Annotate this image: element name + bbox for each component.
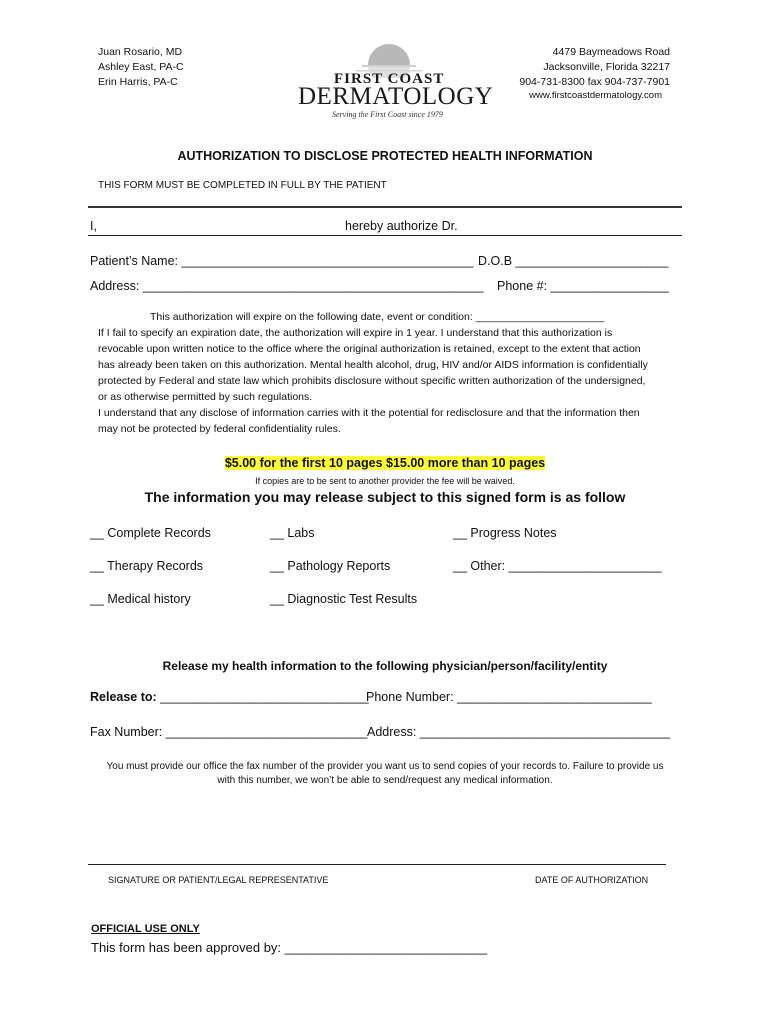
release-heading: The information you may release subject to this signed form is as follow [144,489,626,505]
paragraph-line: has already been taken on this authorization. Mental health alcohol, drug, HIV and/or AIDS information is confidentially [98,359,648,371]
provider-name: Ashley East, PA-C [98,61,184,73]
address-line: Jacksonville, Florida 32217 [543,61,670,73]
approved-by-field[interactable]: This form has been approved by: ____________________________ [91,940,488,955]
website-link: www.firstcoastdermatology.com [529,90,662,101]
patient-phone-field[interactable]: Phone #: _________________ [497,279,669,293]
logo-tagline: Serving the First Coast since 1979 [332,110,443,119]
option-labs[interactable]: __ Labs [270,526,315,540]
option-progress-notes[interactable]: __ Progress Notes [453,526,557,540]
authorization-field[interactable] [88,235,682,236]
fee-note: If copies are to be sent to another provider the fee will be waived. [255,476,515,486]
form-title: AUTHORIZATION TO DISCLOSE PROTECTED HEALTH INFORMATION [177,149,593,163]
fee-highlight: $5.00 for the first 10 pages $15.00 more than 10 pages [224,456,546,470]
date-label: DATE OF AUTHORIZATION [535,875,649,885]
fee-line [0,456,770,470]
release-to-label: Release to: [90,690,157,704]
recipient-phone-field[interactable]: Phone Number: ____________________________ [366,690,652,704]
practice-logo [296,38,494,124]
logo-line2: DERMATOLOGY [298,83,494,110]
option-diagnostic-test-results[interactable]: __ Diagnostic Test Results [270,592,418,606]
signature-label: SIGNATURE OR PATIENT/LEGAL REPRESENTATIVE [108,875,329,885]
paragraph-line: revocable upon written notice to the office where the original authorization is retained, except to the extent that action [98,343,641,355]
release-to-field[interactable] [90,690,369,704]
dob-field[interactable]: D.O.B ______________________ [478,254,669,268]
paragraph-line: protected by Federal and state law which prohibits disclosure without specific written authorization of the undersigned, [98,375,646,387]
fax-note-line: with this number, we won’t be able to send/request any medical information. [217,775,553,786]
option-medical-history[interactable]: __ Medical history [90,592,191,606]
option-complete-records[interactable]: __ Complete Records [90,526,211,540]
divider [88,206,682,208]
option-pathology-reports[interactable]: __ Pathology Reports [270,559,391,573]
provider-name: Juan Rosario, MD [98,46,183,58]
paragraph-line: I understand that any disclose of information carries with it the potential for redisclosure and that the information then [98,407,640,419]
paragraph-line: If I fail to specify an expiration date, the authorization will expire in 1 year. I understand that this authorization is [98,327,613,339]
recipient-address-field[interactable]: Address: ____________________________________ [367,725,671,739]
form-subtitle: THIS FORM MUST BE COMPLETED IN FULL BY THE PATIENT [98,180,387,191]
recipient-heading: Release my health information to the following physician/person/facility/entity [162,659,608,673]
option-other[interactable]: __ Other: ______________________ [453,559,662,573]
authorize-label: hereby authorize Dr. [345,219,458,233]
recipient-fax-field[interactable]: Fax Number: _____________________________ [90,725,368,739]
option-therapy-records[interactable]: __ Therapy Records [90,559,204,573]
phone-fax-line: 904-731-8300 fax 904-737-7901 [519,76,670,88]
expiration-line: This authorization will expire on the following date, event or condition: ______________________ [150,311,605,323]
fax-note-line: You must provide our office the fax number of the provider you want us to send copies of your records to. Failure to provide us [106,761,664,772]
release-to-blank: ______________________________ [156,690,369,704]
logo-line1: FIRST COAST [334,71,445,87]
patient-name-field[interactable]: Patient’s Name: __________________________________________ [90,254,474,268]
paragraph-line: may not be protected by federal confidentiality rules. [98,423,341,435]
patient-address-field[interactable]: Address: _________________________________________________ [90,279,484,293]
paragraph-line: or as otherwise permitted by such regulations. [98,391,313,403]
address-line: 4479 Baymeadows Road [552,46,670,58]
official-use-heading: OFFICIAL USE ONLY [91,923,200,935]
provider-name: Erin Harris, PA-C [98,76,178,88]
signature-line[interactable] [88,864,666,865]
i-label: I, [90,219,97,233]
